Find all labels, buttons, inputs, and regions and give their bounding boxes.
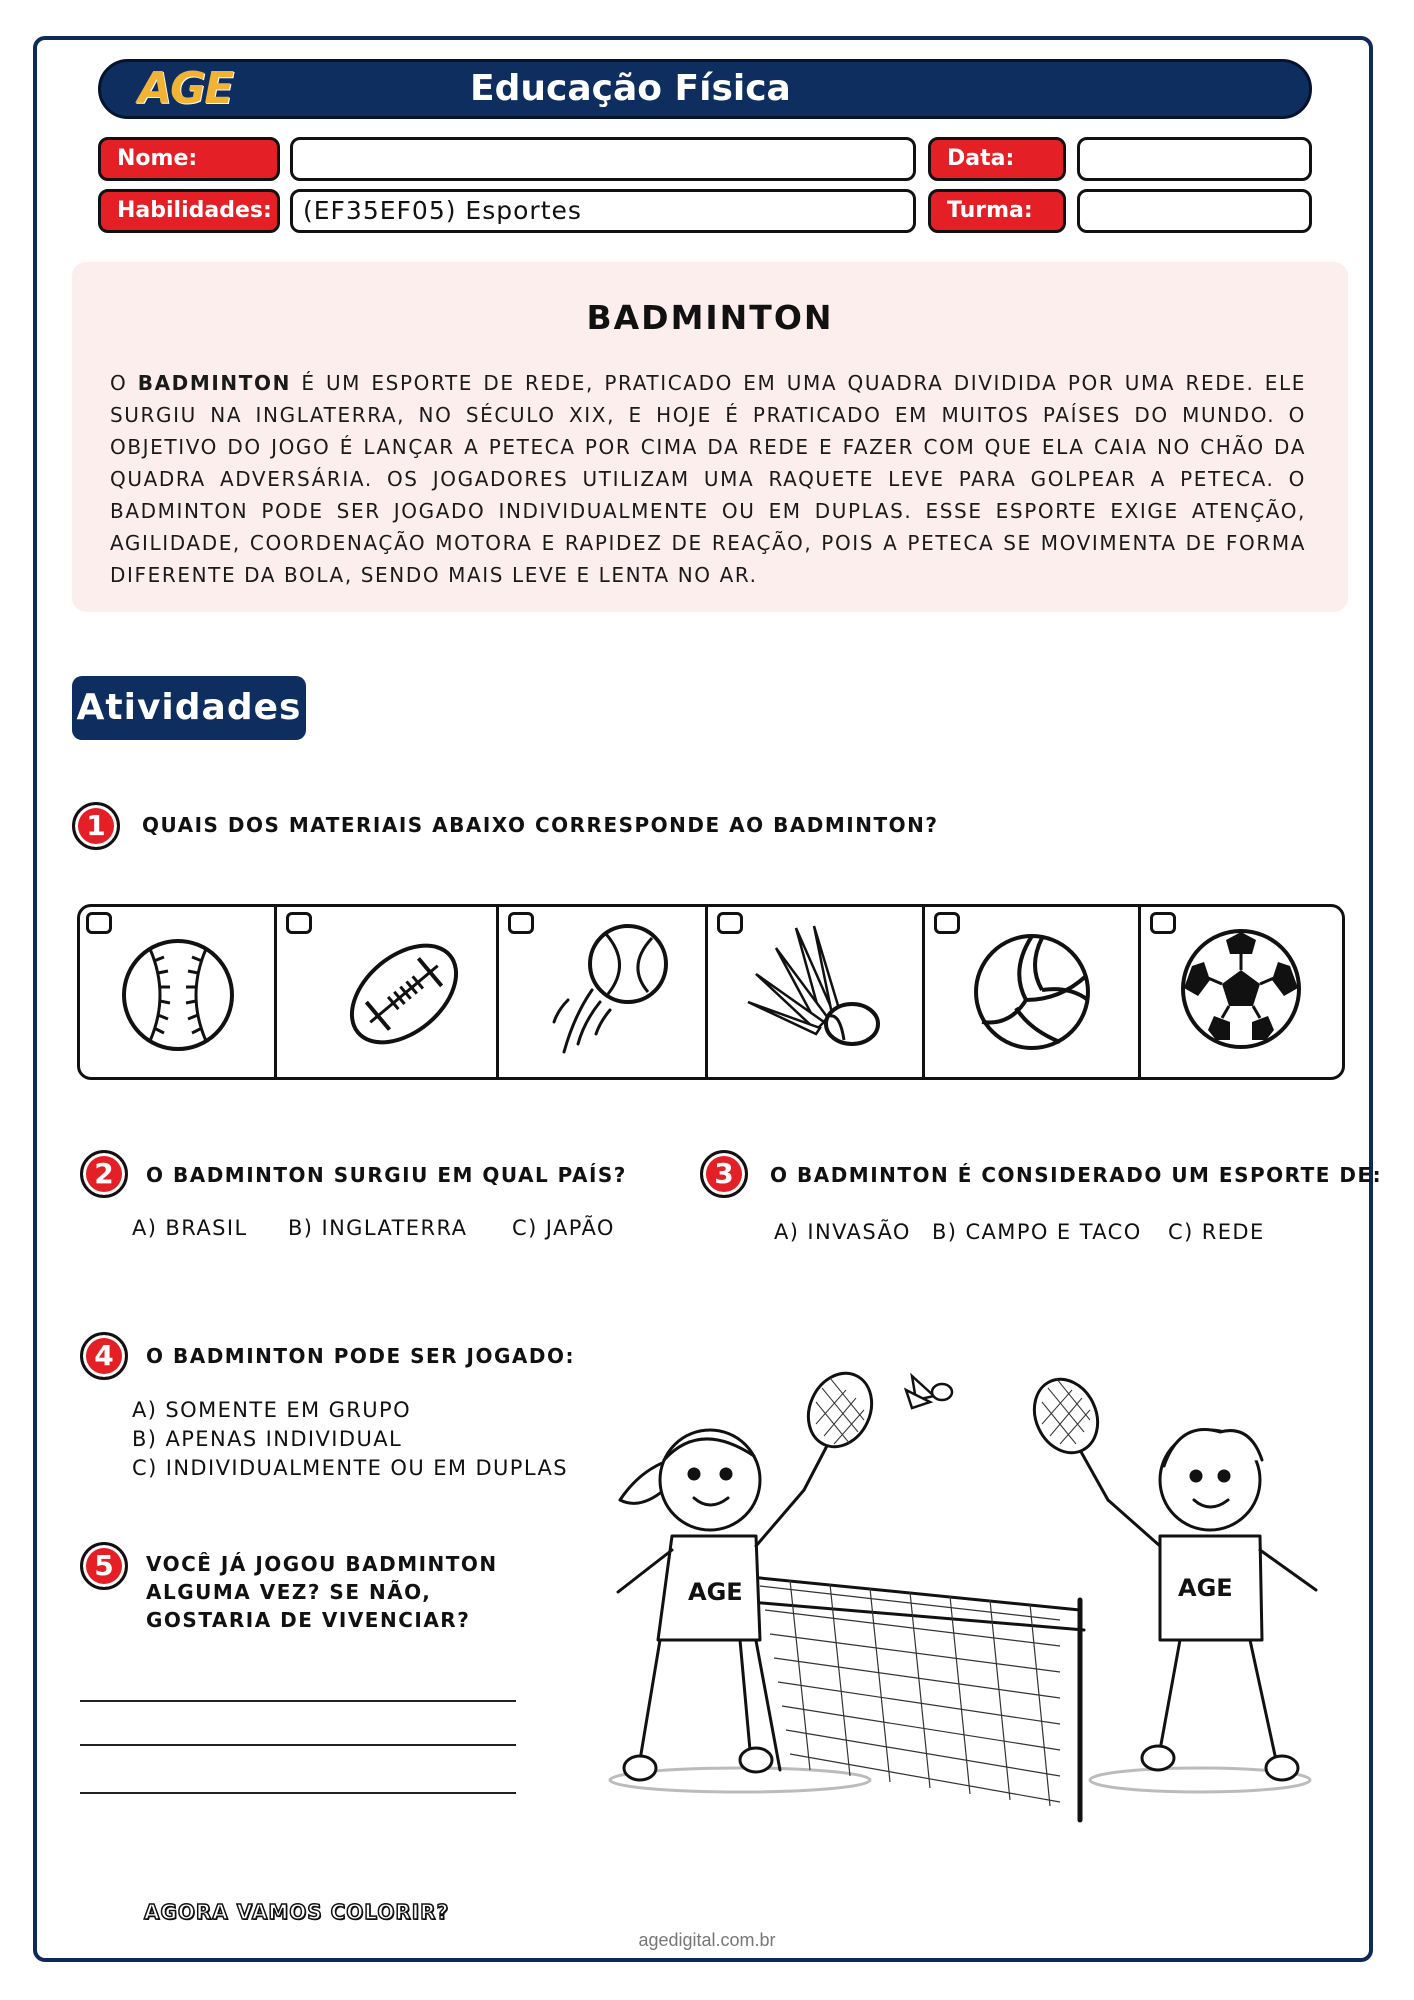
girl-shirt-text: AGE: [688, 1578, 743, 1606]
question-5-line-1: VOCÊ JÁ JOGOU BADMINTON: [146, 1552, 498, 1576]
text-bold-word: BADMINTON: [137, 371, 291, 395]
checkbox-tennis-ball[interactable]: [508, 912, 534, 934]
question-3-number: 3: [700, 1150, 748, 1198]
data-field[interactable]: [1077, 137, 1312, 181]
q2-option-b[interactable]: B) INGLATERRA: [288, 1216, 468, 1240]
cell-divider: [1138, 904, 1141, 1080]
q2-option-c[interactable]: C) JAPÃO: [512, 1216, 615, 1240]
atividades-badge: Atividades: [72, 676, 306, 740]
shuttlecock-icon: [740, 918, 890, 1058]
cell-divider: [705, 904, 708, 1080]
question-1-number: 1: [72, 802, 120, 850]
nome-label: Nome:: [98, 137, 280, 181]
soccer-ball-icon: [1178, 926, 1304, 1052]
question-3-text: O BADMINTON É CONSIDERADO UM ESPORTE DE:: [770, 1163, 1383, 1187]
cell-divider: [496, 904, 499, 1080]
checkbox-football[interactable]: [286, 912, 312, 934]
text-body: [110, 367, 1306, 591]
answer-line-3[interactable]: [80, 1792, 516, 1794]
turma-field[interactable]: [1077, 189, 1312, 233]
site-url[interactable]: agedigital.com.br: [638, 1930, 776, 1950]
turma-label: Turma:: [928, 189, 1066, 233]
q3-option-c[interactable]: C) REDE: [1168, 1220, 1265, 1244]
text-body-content: É UM ESPORTE DE REDE, PRATICADO EM UMA QUADRA DIVIDIDA POR UMA REDE. ELE SURGIU NA INGLATERRA, NO SÉCULO XIX, E HOJE É PRATICADO EM MUITOS PAÍSES DO MUNDO. O OBJETIVO DO JOGO É LANÇAR A PETECA POR CIMA DA REDE E FAZER COM QUE ELA CAIA NO CHÃO DA QUADRA ADVERSÁRIA. OS JOGADORES UTILIZAM UMA RAQUETE LEVE PARA GOLPEAR A PETECA. O BADMINTON PODE SER JOGADO INDIVIDUALMENTE OU EM DUPLAS. ESSE ESPORTE EXIGE ATENÇÃO, AGILIDADE, COORDENAÇÃO MOTORA E RAPIDEZ DE REAÇÃO, POIS A PETECA SE MOVIMENTA DE FORMA DIFERENTE DA BOLA, SENDO MAIS LEVE E LENTA NO AR.: [110, 371, 1306, 587]
baseball-icon: [118, 935, 238, 1055]
boy-shirt-text: AGE: [1178, 1574, 1233, 1602]
logo: AGE: [138, 63, 233, 114]
checkbox-soccer-ball[interactable]: [1150, 912, 1176, 934]
habilidades-field[interactable]: (EF35EF05) Esportes: [290, 189, 916, 233]
q4-option-a[interactable]: A) SOMENTE EM GRUPO: [132, 1398, 412, 1422]
question-2-text: O BADMINTON SURGIU EM QUAL PAÍS?: [146, 1163, 627, 1187]
question-5-line-3: GOSTARIA DE VIVENCIAR?: [146, 1608, 471, 1632]
colorir-prompt: AGORA VAMOS COLORIR?: [144, 1900, 450, 1924]
q3-option-b[interactable]: B) CAMPO E TACO: [932, 1220, 1142, 1244]
text-title: BADMINTON: [586, 298, 834, 337]
page-title: Educação Física: [470, 68, 791, 109]
q4-option-b[interactable]: B) APENAS INDIVIDUAL: [132, 1427, 403, 1451]
nome-field[interactable]: [290, 137, 916, 181]
question-5-line-2: ALGUMA VEZ? SE NÃO,: [146, 1580, 432, 1604]
tennis-ball-icon: [544, 918, 674, 1058]
question-5-number: 5: [80, 1542, 128, 1590]
cell-divider: [922, 904, 925, 1080]
answer-line-1[interactable]: [80, 1700, 516, 1702]
habilidades-label: Habilidades:: [98, 189, 280, 233]
q4-option-c[interactable]: C) INDIVIDUALMENTE OU EM DUPLAS: [132, 1456, 568, 1480]
answer-line-2[interactable]: [80, 1744, 516, 1746]
football-icon: [340, 930, 468, 1058]
checkbox-volleyball[interactable]: [934, 912, 960, 934]
question-4-number: 4: [80, 1332, 128, 1380]
badminton-players-illustration: [560, 1340, 1360, 1860]
text-intro: O: [110, 371, 128, 395]
cell-divider: [274, 904, 277, 1080]
volleyball-icon: [970, 930, 1094, 1054]
data-label: Data:: [928, 137, 1066, 181]
checkbox-baseball[interactable]: [86, 912, 112, 934]
q3-option-a[interactable]: A) INVASÃO: [774, 1220, 911, 1244]
question-2-number: 2: [80, 1150, 128, 1198]
q2-option-a[interactable]: A) BRASIL: [132, 1216, 248, 1240]
question-4-text: O BADMINTON PODE SER JOGADO:: [146, 1344, 575, 1368]
question-1-text: QUAIS DOS MATERIAIS ABAIXO CORRESPONDE AO BADMINTON?: [142, 813, 939, 837]
